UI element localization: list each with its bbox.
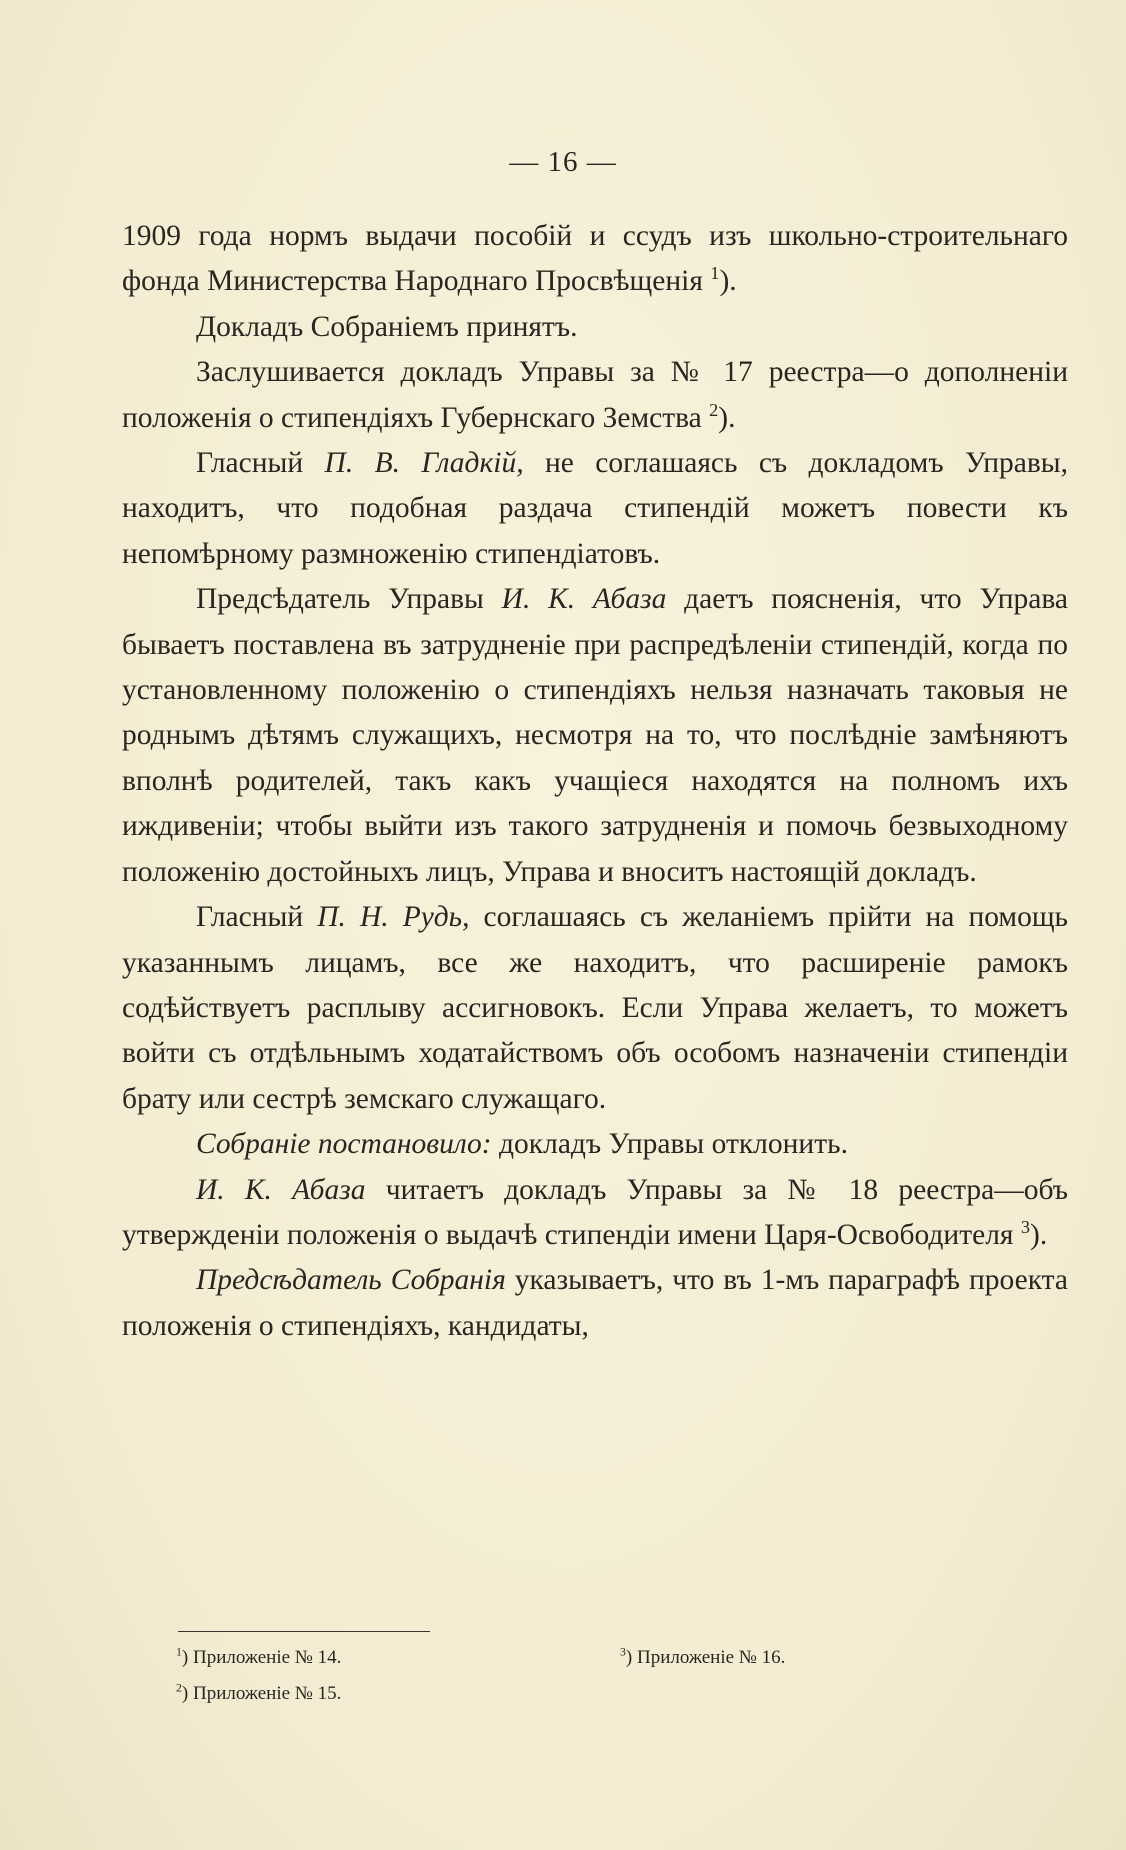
footnote-text: ) Приложеніе № 15. xyxy=(181,1683,342,1704)
paragraph xyxy=(122,1122,1068,1167)
paragraph-text: Гласный xyxy=(196,447,325,480)
paragraph xyxy=(122,577,1068,895)
paragraph xyxy=(122,1258,1068,1349)
footnote-text: ) Приложеніе № 14. xyxy=(181,1647,342,1668)
italic-name: П. В. Гладкій, xyxy=(324,447,524,480)
paragraph-text: Гласный xyxy=(196,901,318,934)
footnote-mark: 3 xyxy=(620,1645,626,1659)
footnote-2 xyxy=(176,1676,341,1712)
paragraph-text: Докладъ Собраніемъ принятъ. xyxy=(196,310,578,343)
page-number: — 16 — xyxy=(509,146,617,178)
paragraph-text: 1909 года нормъ выдачи пособій и ссудъ изъ школьно-строительнаго фонда Министерства Народнаго Просвѣщенія xyxy=(122,220,1068,298)
paragraph-text: ). xyxy=(1030,1218,1048,1251)
footnote-row xyxy=(176,1640,1056,1676)
italic-name: Предсѣдатель Собранія xyxy=(196,1264,506,1297)
paragraph xyxy=(122,441,1068,577)
italic-name: И. К. Абаза xyxy=(196,1173,366,1206)
footnote-1 xyxy=(176,1640,341,1676)
paragraph-text: указываетъ, что въ 1-мъ параграфѣ проекта положенія о стипендіяхъ, кандидаты, xyxy=(122,1264,1068,1342)
italic-name: Собраніе постановило: xyxy=(196,1128,492,1161)
paragraph xyxy=(122,1168,1068,1259)
footnote-divider xyxy=(178,1631,430,1632)
paragraph xyxy=(122,895,1068,1122)
footnote-row xyxy=(176,1676,1056,1712)
footnote-reference: 3 xyxy=(1020,1217,1031,1238)
paragraph-text: не соглашаясь съ докладомъ Управы, находитъ, что подобная раздача стипендій можетъ повести къ непомѣрному размноженію стипендіатовъ. xyxy=(122,447,1069,570)
footnote-reference: 2 xyxy=(709,399,719,420)
paragraph-text: Заслушивается докладъ Управы за № 17 реестра—о дополненіи положенія о стипендіяхъ Губернскаго Земства xyxy=(122,356,1068,434)
footnote-text: ) Приложеніе № 16. xyxy=(625,1647,786,1668)
footnote-mark: 1 xyxy=(176,1645,182,1659)
paragraph-text: читаетъ докладъ Управы за № 18 реестра—объ утвержденіи положенія о выдачѣ стипендіи имени Царя-Освободителя xyxy=(122,1173,1068,1251)
paragraph-text: ). xyxy=(718,401,736,434)
paragraph-text: Предсѣдатель Управы xyxy=(196,583,502,616)
paragraph xyxy=(122,350,1068,441)
paragraph-text: докладъ Управы отклонить. xyxy=(491,1128,848,1161)
italic-name: И. К. Абаза xyxy=(501,583,667,616)
footnote-3 xyxy=(620,1640,785,1676)
footnote-mark: 2 xyxy=(176,1681,182,1695)
paragraph xyxy=(122,214,1068,305)
paragraph-text: соглашаясь съ желаніемъ прійти на помощь указаннымъ лицамъ, все же находитъ, что расширеніе рамокъ содѣйствуетъ расплыву ассигновокъ. Если Управа желаетъ, то можетъ войти съ отдѣльнымъ ходатайствомъ объ особомъ назначеніи стипендіи брату или сестрѣ земскаго служащаго. xyxy=(122,901,1069,1115)
paragraph xyxy=(122,305,1068,350)
paragraph-text: ). xyxy=(719,265,737,298)
body-text xyxy=(122,214,1068,1349)
footnote-reference: 1 xyxy=(710,263,720,284)
paragraph-text: даетъ поясненія, что Управа бываетъ поставлена въ затрудненіе при распредѣленіи стипендій, когда по установленному положенію о стипендіяхъ нельзя назначать таковыя не роднымъ дѣтямъ служащихъ, несмотря на то, что послѣдніе замѣняютъ вполнѣ родителей, такъ какъ учащіеся находятся на полномъ ихъ иждивеніи; чтобы выйти изъ такого затрудненія и помочь безвыходному положенію достойныхъ лицъ, Управа и вноситъ настоящій докладъ. xyxy=(122,583,1068,888)
italic-name: П. Н. Рудь, xyxy=(317,901,470,934)
footnotes xyxy=(176,1640,1056,1712)
